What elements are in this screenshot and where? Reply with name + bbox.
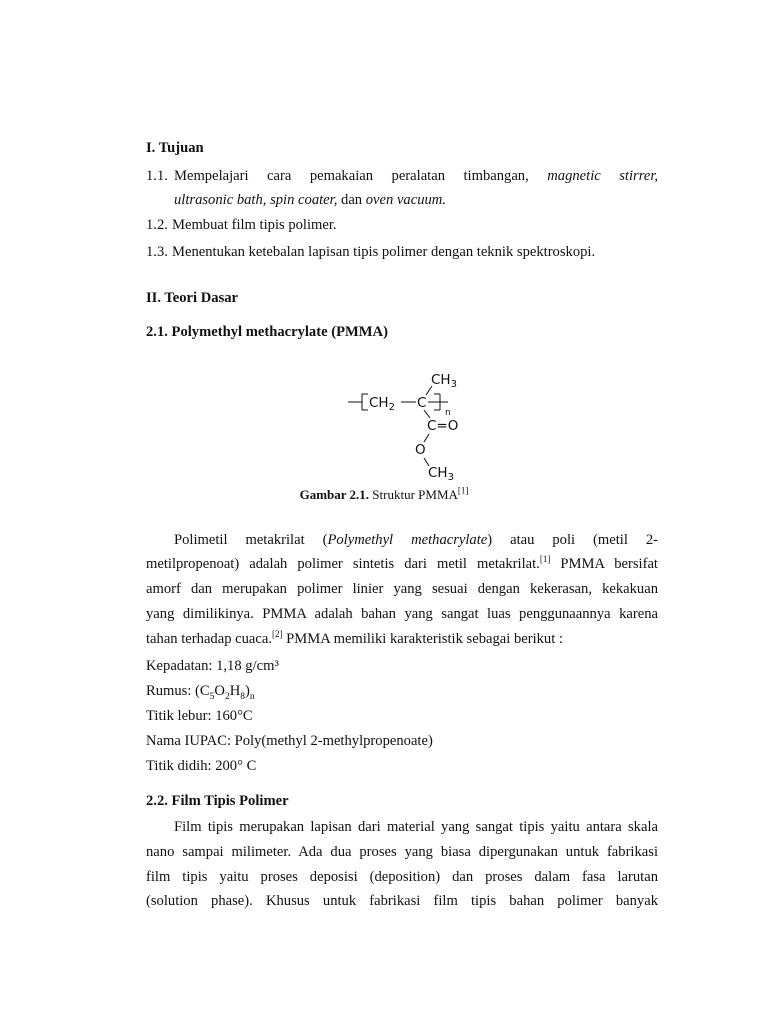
repeat-n-label: n xyxy=(445,408,451,418)
paragraph-line: yang dimilikinya. PMMA adalah bahan yang sangat luas penggunaannya karena xyxy=(146,606,658,622)
paragraph-line: amorf dan merupakan polimer linier yang sesuai dengan kekerasan, kekakuan xyxy=(146,581,658,597)
property-boiling-point: Titik didih: 200° C xyxy=(146,758,257,774)
property-formula: Rumus: $(C_5O_2H_8)_n$ xyxy=(146,683,255,702)
pmma-structure-figure xyxy=(340,368,480,483)
oxygen-label: O xyxy=(415,442,426,458)
item-number: 1.1. xyxy=(146,168,168,184)
paragraph-line: nano sampai milimeter. Ada dua proses yang biasa dipergunakan untuk fabrikasi xyxy=(146,844,658,860)
paragraph-line: film tipis yaitu proses deposisi (deposition) dan proses dalam fasa larutan xyxy=(146,869,658,885)
carbon-label: C xyxy=(417,395,427,411)
subsection-heading-pmma: 2.1. Polymethyl methacrylate (PMMA) xyxy=(146,324,388,340)
property-melting-point: Titik lebur: 160°C xyxy=(146,708,253,724)
paragraph-line: Film tipis merupakan lapisan dari material yang sangat tipis yaitu antara skala xyxy=(174,819,658,835)
carbonyl-label: C=O xyxy=(427,418,459,434)
item-line: Mempelajari cara pemakaian peralatan timbangan, magnetic stirrer, xyxy=(174,168,658,184)
property-iupac-name: Nama IUPAC: Poly(methyl 2-methylpropenoate) xyxy=(146,733,433,749)
list-item: 1.2. Membuat film tipis polimer. xyxy=(146,217,337,233)
list-item-continuation xyxy=(146,190,658,210)
list-item: 1.3. Menentukan ketebalan lapisan tipis polimer dengan teknik spektroskopi. xyxy=(146,244,596,260)
paragraph-line: Polimetil metakrilat (Polymethyl methacrylate) atau poli (metil 2- xyxy=(174,532,658,548)
item-line: ultrasonic bath, spin coater, dan oven vacuum. xyxy=(174,192,446,208)
ch3-bottom-label: $CH_3$ xyxy=(428,465,454,483)
paragraph-line: metilpropenoat) adalah polimer sintetis dari metil metakrilat.[1] PMMA bersifat xyxy=(146,554,658,572)
paragraph-line: (solution phase). Khusus untuk fabrikasi film tipis bahan polimer banyak xyxy=(146,893,658,909)
section-heading-tujuan: I. Tujuan xyxy=(146,140,204,156)
list-item xyxy=(146,166,658,186)
ch2-label: $CH_2$ xyxy=(369,395,395,413)
paragraph-line: tahan terhadap cuaca.[2] PMMA memiliki karakteristik sebagai berikut : xyxy=(146,629,563,647)
section-heading-teori-dasar: II. Teori Dasar xyxy=(146,290,239,306)
ch3-top-label: $CH_3$ xyxy=(431,372,457,390)
subsection-heading-film-tipis: 2.2. Film Tipis Polimer xyxy=(146,793,289,809)
figure-caption: Gambar 2.1. Struktur PMMA[1] xyxy=(299,485,469,502)
property-density: Kepadatan: 1,18 g/cm³ xyxy=(146,658,279,674)
